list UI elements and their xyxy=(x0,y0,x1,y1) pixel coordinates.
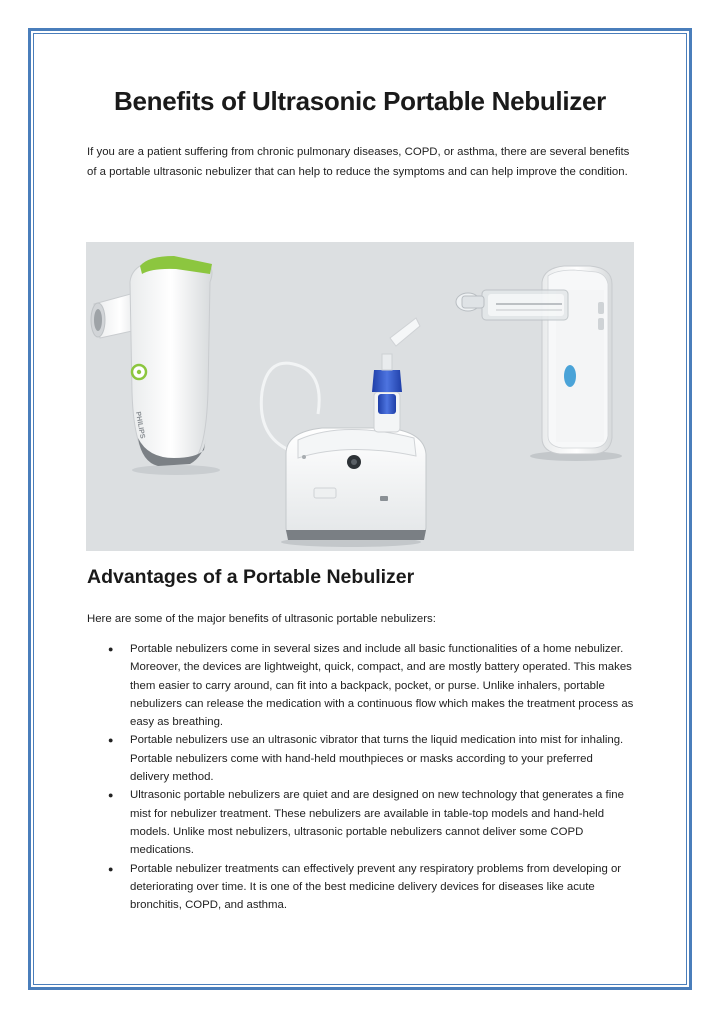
section-heading: Advantages of a Portable Nebulizer xyxy=(87,566,415,588)
tabletop-compressor-middle xyxy=(281,318,426,547)
nebulizer-product-image xyxy=(86,242,634,551)
list-item xyxy=(108,640,635,731)
bullet-icon: ● xyxy=(108,790,114,801)
list-item-text: Ultrasonic portable nebulizers are quiet and are designed on new technology that generates a fine mist for nebulizer treatment. These nebulizers are available in table-top models and hand-held models. Unlike most nebulizers, ultrasonic portable nebulizers cannot deliver some COPD medications. xyxy=(130,789,624,857)
nebulizers-illustration xyxy=(86,242,634,551)
list-item xyxy=(108,860,635,915)
handheld-nebulizer-left xyxy=(91,256,220,475)
svg-text:PHILIPS: PHILIPS xyxy=(134,411,146,440)
intro-paragraph: If you are a patient suffering from chronic pulmonary diseases, COPD, or asthma, there are several benefits of a portable ultrasonic nebulizer that can help to reduce the symptoms and can help improve the condition. xyxy=(87,146,630,178)
page-title: Benefits of Ultrasonic Portable Nebulizer xyxy=(114,86,606,116)
bullet-icon: ● xyxy=(108,644,114,654)
list-item-text: Portable nebulizers use an ultrasonic vibrator that turns the liquid medication into mist for inhaling. Portable nebulizers come with hand-held mouthpieces or masks according to your preferred delivery method. xyxy=(130,734,624,784)
list-item xyxy=(108,731,635,786)
bullet-icon: ● xyxy=(108,735,114,746)
list-item-text: Portable nebulizer treatments can effectively prevent any respiratory problems from developing or deteriorating over time. It is one of the best medicine delivery devices for diseases like acute bronchitis, COPD, and asthma. xyxy=(130,862,622,912)
benefits-list xyxy=(108,640,635,914)
list-item xyxy=(108,786,635,859)
mesh-nebulizer-right xyxy=(456,266,622,461)
section-lead-paragraph: Here are some of the major benefits of ultrasonic portable nebulizers: xyxy=(87,613,436,625)
bullet-icon: ● xyxy=(108,863,114,874)
list-item-text: Portable nebulizers come in several sizes and include all basic functionalities of a home nebulizer. Moreover, the devices are lightweight, quick, compact, and are mostly battery operated. This makes them easier to carry around, can fit into a backpack, pocket, or purse. Unlike inhalers, portable nebulizers can release the medication with a continuous flow which makes the treatment process as easy as breathing. xyxy=(130,643,634,729)
